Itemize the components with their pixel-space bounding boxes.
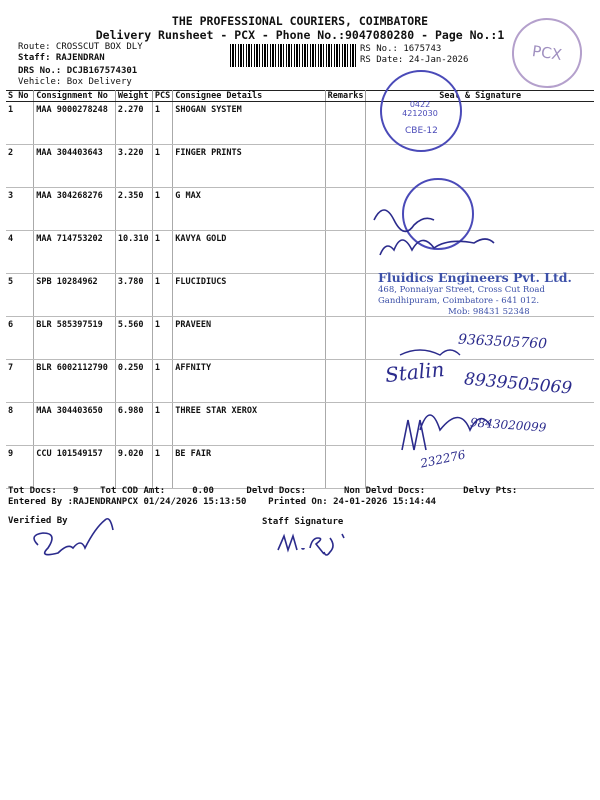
company-stamp-addr2: Gandhipuram, Coimbatore - 641 012. [378,296,540,306]
cell-consignment: MAA 714753202 [34,231,116,274]
totals-line: Tot Docs: 9 Tot COD Amt: 0.00 Delvd Docs: Non Delvd Docs: Delvy Pts: [8,486,518,496]
cell-consignment: BLR 6002112790 [34,360,116,403]
cell-sno: 4 [6,231,34,274]
cell-sno: 2 [6,145,34,188]
company-stamp-name: Fluidics Engineers Pvt. Ltd. [378,270,572,285]
cell-pcs: 1 [152,231,172,274]
route-info [18,42,143,88]
drs-text: DRS No.: DCJB167574301 [18,66,138,76]
runsheet-subtitle: Delivery Runsheet - PCX - Phone No.:9047080280 - Page No.:1 [95,28,505,42]
verified-signature [20,505,140,575]
signature-stroke [278,534,344,555]
cell-consignee: AFFNITY [173,360,325,403]
cell-pcs: 1 [152,317,172,360]
cell-consignment: BLR 585397519 [34,317,116,360]
pcx-stamp: PCX [507,13,586,92]
barcode-image [230,44,356,67]
cell-consignment: MAA 304403643 [34,145,116,188]
cell-weight: 3.780 [115,274,152,317]
handwritten-number: 232276 [419,447,467,471]
handwritten-phone-1: 9363505760 [457,331,548,353]
handwritten-phone-2: 8939505069 [463,369,573,399]
col-sno: S No [6,91,34,102]
signature-stroke [374,210,434,231]
cell-weight: 2.350 [115,188,152,231]
cell-consignment: MAA 304268276 [34,188,116,231]
staff-signature [270,528,380,568]
seal-stamp-1-city: CBE-12 [405,126,438,136]
col-weight: Weight [115,91,152,102]
rs-number: RS No.: 1675743 [360,44,442,54]
cell-consignment: MAA 304403650 [34,403,116,446]
cell-consignee: THREE STAR XEROX [173,403,325,446]
cell-sno: 3 [6,188,34,231]
cell-weight: 10.310 [115,231,152,274]
cell-remarks [325,102,366,145]
cell-pcs: 1 [152,403,172,446]
handwritten-signatures [360,180,590,480]
col-consignee: Consignee Details [173,91,325,102]
col-pcs: PCS [152,91,172,102]
cell-consignee: G MAX [173,188,325,231]
cell-pcs: 1 [152,188,172,231]
staff-signature-label: Staff Signature [262,517,344,527]
cell-sno: 1 [6,102,34,145]
company-stamp-addr1: 468, Ponnaiyar Street, Cross Cut Road [378,285,545,295]
cell-consignment: MAA 9000278248 [34,102,116,145]
signature-stroke [400,350,460,355]
cell-pcs: 1 [152,102,172,145]
staff-text: Staff: RAJENDRAN [18,53,105,63]
rs-info [360,44,468,66]
cell-weight: 6.980 [115,403,152,446]
vehicle-text: Vehicle: Box Delivery [18,77,132,87]
cell-sno: 8 [6,403,34,446]
cell-consignee: FLUCIDIUCS [173,274,325,317]
cell-consignee: KAVYA GOLD [173,231,325,274]
cell-sno: 5 [6,274,34,317]
cell-weight: 0.250 [115,360,152,403]
col-seal-signature: Seal & Signature [366,91,594,102]
cell-weight: 5.560 [115,317,152,360]
verified-by-label: Verified By [8,516,68,526]
cell-consignee: BE FAIR [173,446,325,489]
cell-sno: 6 [6,317,34,360]
cell-weight: 3.220 [115,145,152,188]
cell-weight: 9.020 [115,446,152,489]
cell-consignee: FINGER PRINTS [173,145,325,188]
cell-sno: 9 [6,446,34,489]
company-stamp-mob: Mob: 98431 52348 [448,307,530,317]
table-header-row [6,91,594,102]
cell-consignment: CCU 101549157 [34,446,116,489]
cell-pcs: 1 [152,446,172,489]
handwritten-phone-3: 9843020099 [469,415,547,435]
entered-by-line: Entered By :RAJENDRANPCX 01/24/2026 15:13:50 Printed On: 24-01-2026 15:14:44 [8,497,437,507]
cell-sno: 7 [6,360,34,403]
col-consignment: Consignment No [34,91,116,102]
col-remarks: Remarks [325,91,366,102]
company-title: THE PROFESSIONAL COURIERS, COIMBATORE [171,14,429,28]
cell-pcs: 1 [152,145,172,188]
table-row [6,102,594,145]
cell-pcs: 1 [152,274,172,317]
route-text: Route: CROSSCUT BOX DLY [18,42,143,52]
company-stamp [378,270,572,318]
cell-consignee: PRAVEEN [173,317,325,360]
rs-date: RS Date: 24-Jan-2026 [360,55,469,65]
seal-stamp-1-code: 0422 4212030 [402,100,438,118]
handwritten-name: Stalin [383,356,446,388]
cell-pcs: 1 [152,360,172,403]
cell-weight: 2.270 [115,102,152,145]
cell-consignee: SHOGAN SYSTEM [173,102,325,145]
signature-stroke [34,519,113,555]
signature-stroke [380,239,494,255]
cell-consignment: SPB 10284962 [34,274,116,317]
